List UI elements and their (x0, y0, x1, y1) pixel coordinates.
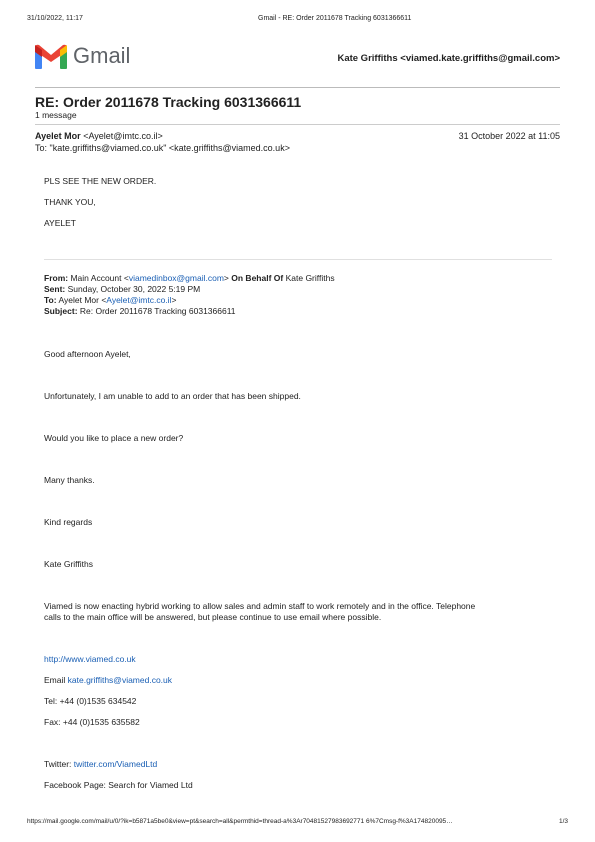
body-line-2: THANK YOU, (44, 197, 96, 207)
print-datetime: 31/10/2022, 11:17 (27, 15, 83, 22)
print-url: https://mail.google.com/mail/u/0/?ik=b5871a5be0&view=pt&search=all&permthid=thread-a%3Ar70481527983692771 6%7Cmsg-f%3A174820095… (27, 818, 453, 825)
email-link[interactable]: kate.griffiths@viamed.co.uk (67, 675, 173, 685)
fax-line: Fax: +44 (0)1535 635582 (44, 717, 140, 727)
twitter-line (44, 759, 157, 769)
header-divider (35, 87, 560, 88)
subject-label: Subject: (44, 306, 78, 316)
sender-name: Ayelet Mor (35, 131, 81, 141)
print-tab-title: Gmail - RE: Order 2011678 Tracking 6031366611 (258, 15, 412, 22)
behalf-label: On Behalf Of (231, 273, 284, 283)
thread-subject: RE: Order 2011678 Tracking 6031366611 (35, 94, 302, 110)
sender-email: <Ayelet@imtc.co.il> (83, 131, 163, 141)
notice-line-1: Viamed is now enacting hybrid working to allow sales and admin staff to work remotely and in the office. Telephone (44, 601, 476, 611)
sent-value: Sunday, October 30, 2022 5:19 PM (67, 284, 201, 294)
body-line-1: PLS SEE THE NEW ORDER. (44, 176, 157, 186)
message-date: 31 October 2022 at 11:05 (458, 131, 560, 141)
quoted-subject (44, 306, 236, 316)
quoted-line-2: Would you like to place a new order? (44, 433, 184, 443)
from-name: Main Account < (70, 273, 129, 283)
to-bracket: > (171, 295, 177, 305)
facebook-line: Facebook Page: Search for Viamed Ltd (44, 780, 193, 790)
quoted-greeting: Good afternoon Ayelet, (44, 349, 131, 359)
quoted-from (44, 273, 335, 283)
email-label: Email (44, 675, 66, 685)
twitter-link[interactable]: twitter.com/ViamedLtd (73, 759, 158, 769)
from-label: From: (44, 273, 69, 283)
to-name: Ayelet Mor < (58, 295, 107, 305)
website-link[interactable]: http://www.viamed.co.uk (44, 654, 136, 664)
gmail-logo-icon (35, 44, 67, 69)
quoted-to (44, 295, 176, 305)
to-email-link[interactable]: Ayelet@imtc.co.il (106, 295, 172, 305)
behalf-name: Kate Griffiths (285, 273, 335, 283)
print-page-number: 1/3 (558, 818, 568, 825)
quoted-sent (44, 284, 200, 294)
quoted-line-4: Kind regards (44, 517, 93, 527)
from-email-link[interactable]: viamedinbox@gmail.com (128, 273, 224, 283)
quoted-line-3: Many thanks. (44, 475, 95, 485)
quote-divider (44, 259, 552, 260)
subject-divider (35, 124, 560, 125)
email-line (44, 675, 172, 685)
tel-line: Tel: +44 (0)1535 634542 (44, 696, 137, 706)
from-bracket: > (223, 273, 229, 283)
twitter-label: Twitter: (44, 759, 72, 769)
message-count: 1 message (35, 110, 77, 120)
quoted-line-1: Unfortunately, I am unable to add to an order that has been shipped. (44, 391, 301, 401)
body-line-3: AYELET (44, 218, 76, 228)
recipient-line: To: "kate.griffiths@viamed.co.uk" <kate.griffiths@viamed.co.uk> (35, 143, 290, 153)
sent-label: Sent: (44, 284, 66, 294)
quoted-signature: Kate Griffiths (44, 559, 93, 569)
notice-line-2: calls to the main office will be answered, but please continue to use email where possible. (44, 612, 382, 622)
subject-value: Re: Order 2011678 Tracking 6031366611 (79, 306, 236, 316)
sender-line (35, 131, 163, 141)
to-label: To: (44, 295, 57, 305)
account-label: Kate Griffiths <viamed.kate.griffiths@gmail.com> (337, 53, 560, 64)
gmail-wordmark: Gmail (73, 43, 131, 68)
